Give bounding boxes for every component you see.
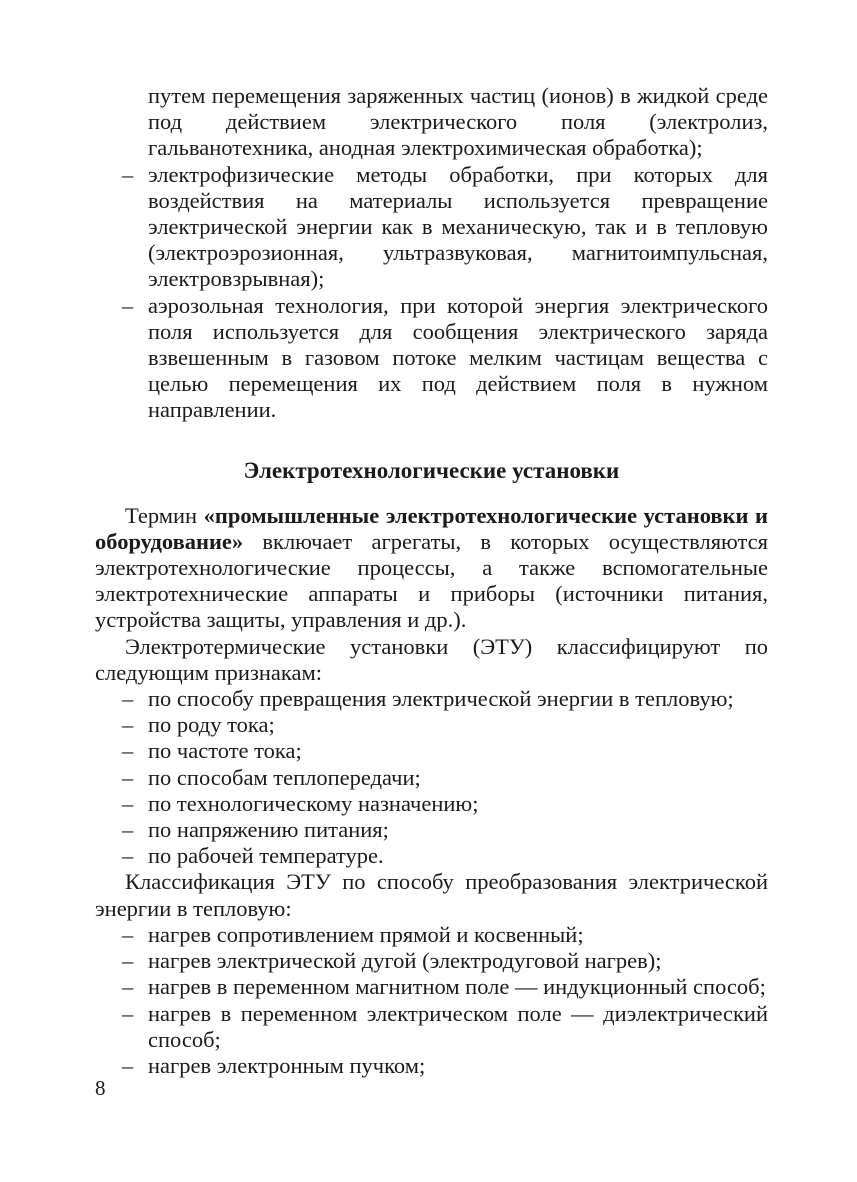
- section-title: Электротехнологические установки: [243, 457, 620, 483]
- list-item-text: нагрев в переменном электрическом поле — диэлектрический способ;: [148, 1000, 768, 1052]
- list-item-text: по напряжению питания;: [148, 817, 389, 843]
- page-number: 8: [95, 1076, 106, 1100]
- dash-mark: –: [122, 1000, 134, 1026]
- dash-mark: –: [122, 292, 134, 318]
- list-item-text: нагрев в переменном магнитном поле — индукционный способ;: [148, 974, 766, 1000]
- dash-mark: –: [122, 738, 134, 764]
- term-bold: «промышленные электротехнологические установки и оборудование»: [95, 502, 768, 554]
- list-item-text: по технологическому назначению;: [148, 790, 479, 816]
- list-item: [95, 922, 768, 948]
- list-item-text: нагрев электрической дугой (электродуговой нагрев);: [148, 948, 662, 974]
- list-item: [95, 293, 768, 424]
- list-item: [95, 162, 768, 293]
- dash-mark: –: [122, 921, 134, 947]
- list-item: [95, 791, 768, 817]
- list-item: [95, 974, 768, 1000]
- list-item: [95, 817, 768, 843]
- list-item: [95, 843, 768, 869]
- list-item-text: аэрозольная технология, при которой энергия электрического поля используется для сообщения электрического заряда взвешенным в газовом потоке мелким частицам вещества с целью перемещения их под действием поля в нужном направлении.: [148, 292, 768, 423]
- method-paragraph: Классификация ЭТУ по способу преобразования электрической энергии в тепловую:: [95, 869, 768, 921]
- dash-mark: –: [122, 712, 134, 738]
- list-item-text: электрофизические методы обработки, при которых для воздействия на материалы используется превращение электрической энергии как в механическую, так и в тепловую (электроэрозионная, ультразвуковая, магнитоимпульсная, электровзрывная);: [148, 161, 768, 292]
- term-after: включает агрегаты, в которых осуществляются электротехнологические процессы, а также вспомогательные электротехнические аппараты и приборы (источники питания, устройства защиты, управления и др.).: [95, 528, 768, 633]
- dash-mark: –: [122, 1052, 134, 1078]
- list-item-text: по частоте тока;: [148, 738, 302, 764]
- list-item-text: по способу превращения электрической энергии в тепловую;: [148, 686, 734, 712]
- classify-paragraph: Электротермические установки (ЭТУ) классифицируют по следующим признакам:: [95, 633, 768, 685]
- term-before: Термин: [125, 502, 204, 528]
- list-item-text: по способам теплопередачи;: [148, 764, 421, 790]
- list-item-text: нагрев сопротивлением прямой и косвенный;: [148, 921, 584, 947]
- dash-mark: –: [122, 790, 134, 816]
- list-item: [95, 686, 768, 712]
- list-item: [95, 712, 768, 738]
- list-item: [95, 948, 768, 974]
- term-paragraph: [95, 503, 768, 634]
- dash-mark: –: [122, 948, 134, 974]
- dash-mark: –: [122, 686, 134, 712]
- dash-mark: –: [122, 974, 134, 1000]
- dash-mark: –: [122, 161, 134, 187]
- list-item: [95, 1053, 768, 1079]
- page-body: [95, 83, 768, 1079]
- list-item-text: по рабочей температуре.: [148, 843, 384, 869]
- dash-mark: –: [122, 764, 134, 790]
- dash-mark: –: [122, 817, 134, 843]
- list-item-text: нагрев электронным пучком;: [148, 1052, 426, 1078]
- list-item: [95, 738, 768, 764]
- continuation-paragraph: путем перемещения заряженных частиц (ионов) в жидкой среде под действием электрического поля (электролиз, гальванотехника, анодная электрохимическая обработка);: [148, 83, 768, 161]
- list-item: [95, 765, 768, 791]
- list-item-text: по роду тока;: [148, 712, 275, 738]
- list-item: [95, 1001, 768, 1053]
- dash-mark: –: [122, 843, 134, 869]
